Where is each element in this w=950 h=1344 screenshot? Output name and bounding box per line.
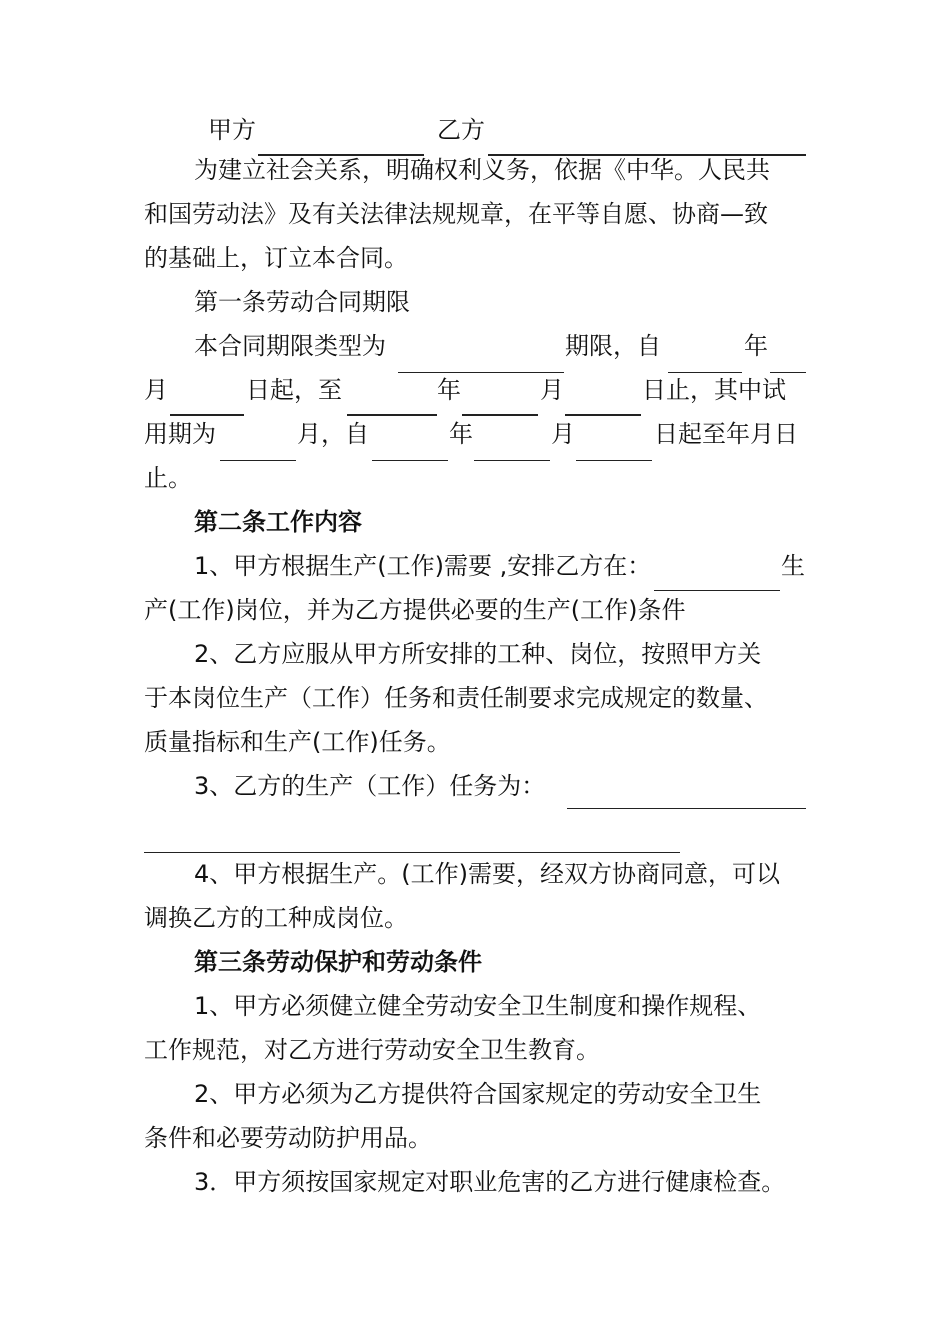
article-2-title: 第二条工作内容 <box>194 508 362 536</box>
a1-line3-text-e: 日起至年月日 <box>654 420 798 448</box>
a3-item2-line-1: 2、甲方必须为乙方提供符合国家规定的劳动安全卫生 <box>194 1080 762 1108</box>
a1-line1-text-b: 期限，自 <box>565 332 661 360</box>
a3-item1-line-1: 1、甲方必须健立健全劳动安全卫生制度和操作规程、 <box>194 992 762 1020</box>
contract-type-blank[interactable] <box>398 372 564 373</box>
a1-line2-text-b: 日起，至 <box>246 376 342 404</box>
a2-item2-line-1: 2、乙方应服从甲方所安排的工种、岗位，按照甲方关 <box>194 640 762 668</box>
a1-line2-text-a: 月 <box>144 376 168 404</box>
a1-line2-text-c: 年 <box>437 376 461 404</box>
a1-line3-text-a: 用期为 <box>144 420 216 448</box>
start-year-blank[interactable] <box>668 372 742 373</box>
a1-line3-text-b: 月，自 <box>297 420 369 448</box>
start-day-blank[interactable] <box>170 414 244 416</box>
a3-item1-line-2: 工作规范，对乙方进行劳动安全卫生教育。 <box>144 1036 600 1064</box>
a3-item2-line-2: 条件和必要劳动防护用品。 <box>144 1124 432 1152</box>
a2-item1-text-a: 1、甲方根据生产(工作)需要 ,安排乙方在： <box>194 552 652 580</box>
probation-months-blank[interactable] <box>220 460 296 461</box>
end-month-blank[interactable] <box>462 414 538 416</box>
probation-start-year-blank[interactable] <box>372 460 448 461</box>
a1-line2-text-e: 日止，其中试 <box>642 376 786 404</box>
work-location-blank[interactable] <box>654 590 780 591</box>
work-task-blank-2[interactable] <box>144 852 680 853</box>
a1-line4: 止。 <box>144 464 192 492</box>
probation-start-day-blank[interactable] <box>576 460 652 461</box>
end-day-blank[interactable] <box>565 414 641 416</box>
a2-item4-line-1: 4、甲方根据生产。(工作)需要，经双方协商同意，可以 <box>194 860 780 888</box>
work-task-blank-1[interactable] <box>567 808 806 809</box>
intro-line-2: 和国劳动法》及有关法律法规规章，在平等自愿、协商—致 <box>144 200 768 228</box>
end-year-blank[interactable] <box>347 414 437 416</box>
a2-item1-text-b: 生 <box>781 552 805 580</box>
a2-item3-text: 3、乙方的生产（工作）任务为： <box>194 772 546 800</box>
a3-item3-text: 3．甲方须按国家规定对职业危害的乙方进行健康检查。 <box>194 1168 786 1196</box>
start-month-blank[interactable] <box>770 372 806 373</box>
a1-line3-text-c: 年 <box>449 420 473 448</box>
intro-line-1: 为建立社会关系，明确权利义务，依据《中华。人民共 <box>194 156 770 184</box>
a2-item1-text-c: 产(工作)岗位，并为乙方提供必要的生产(工作)条件 <box>144 596 686 624</box>
party-a-label: 甲方 <box>208 116 256 144</box>
a2-item4-line-2: 调换乙方的工种成岗位。 <box>144 904 408 932</box>
article-3-title: 第三条劳动保护和劳动条件 <box>194 948 482 976</box>
article-1-title: 第一条劳动合同期限 <box>194 288 410 316</box>
a1-line3-text-d: 月 <box>551 420 575 448</box>
a1-line1-text-c: 年 <box>744 332 768 360</box>
intro-line-3: 的基础上，订立本合同。 <box>144 244 408 272</box>
probation-start-month-blank[interactable] <box>474 460 550 461</box>
a2-item2-line-2: 于本岗位生产（工作）任务和责任制要求完成规定的数量、 <box>144 684 768 712</box>
a2-item2-line-3: 质量指标和生产(工作)任务。 <box>144 728 451 756</box>
party-b-label: 乙方 <box>437 116 485 144</box>
a1-line2-text-d: 月 <box>540 376 564 404</box>
a1-line1-text-a: 本合同期限类型为 <box>194 332 386 360</box>
